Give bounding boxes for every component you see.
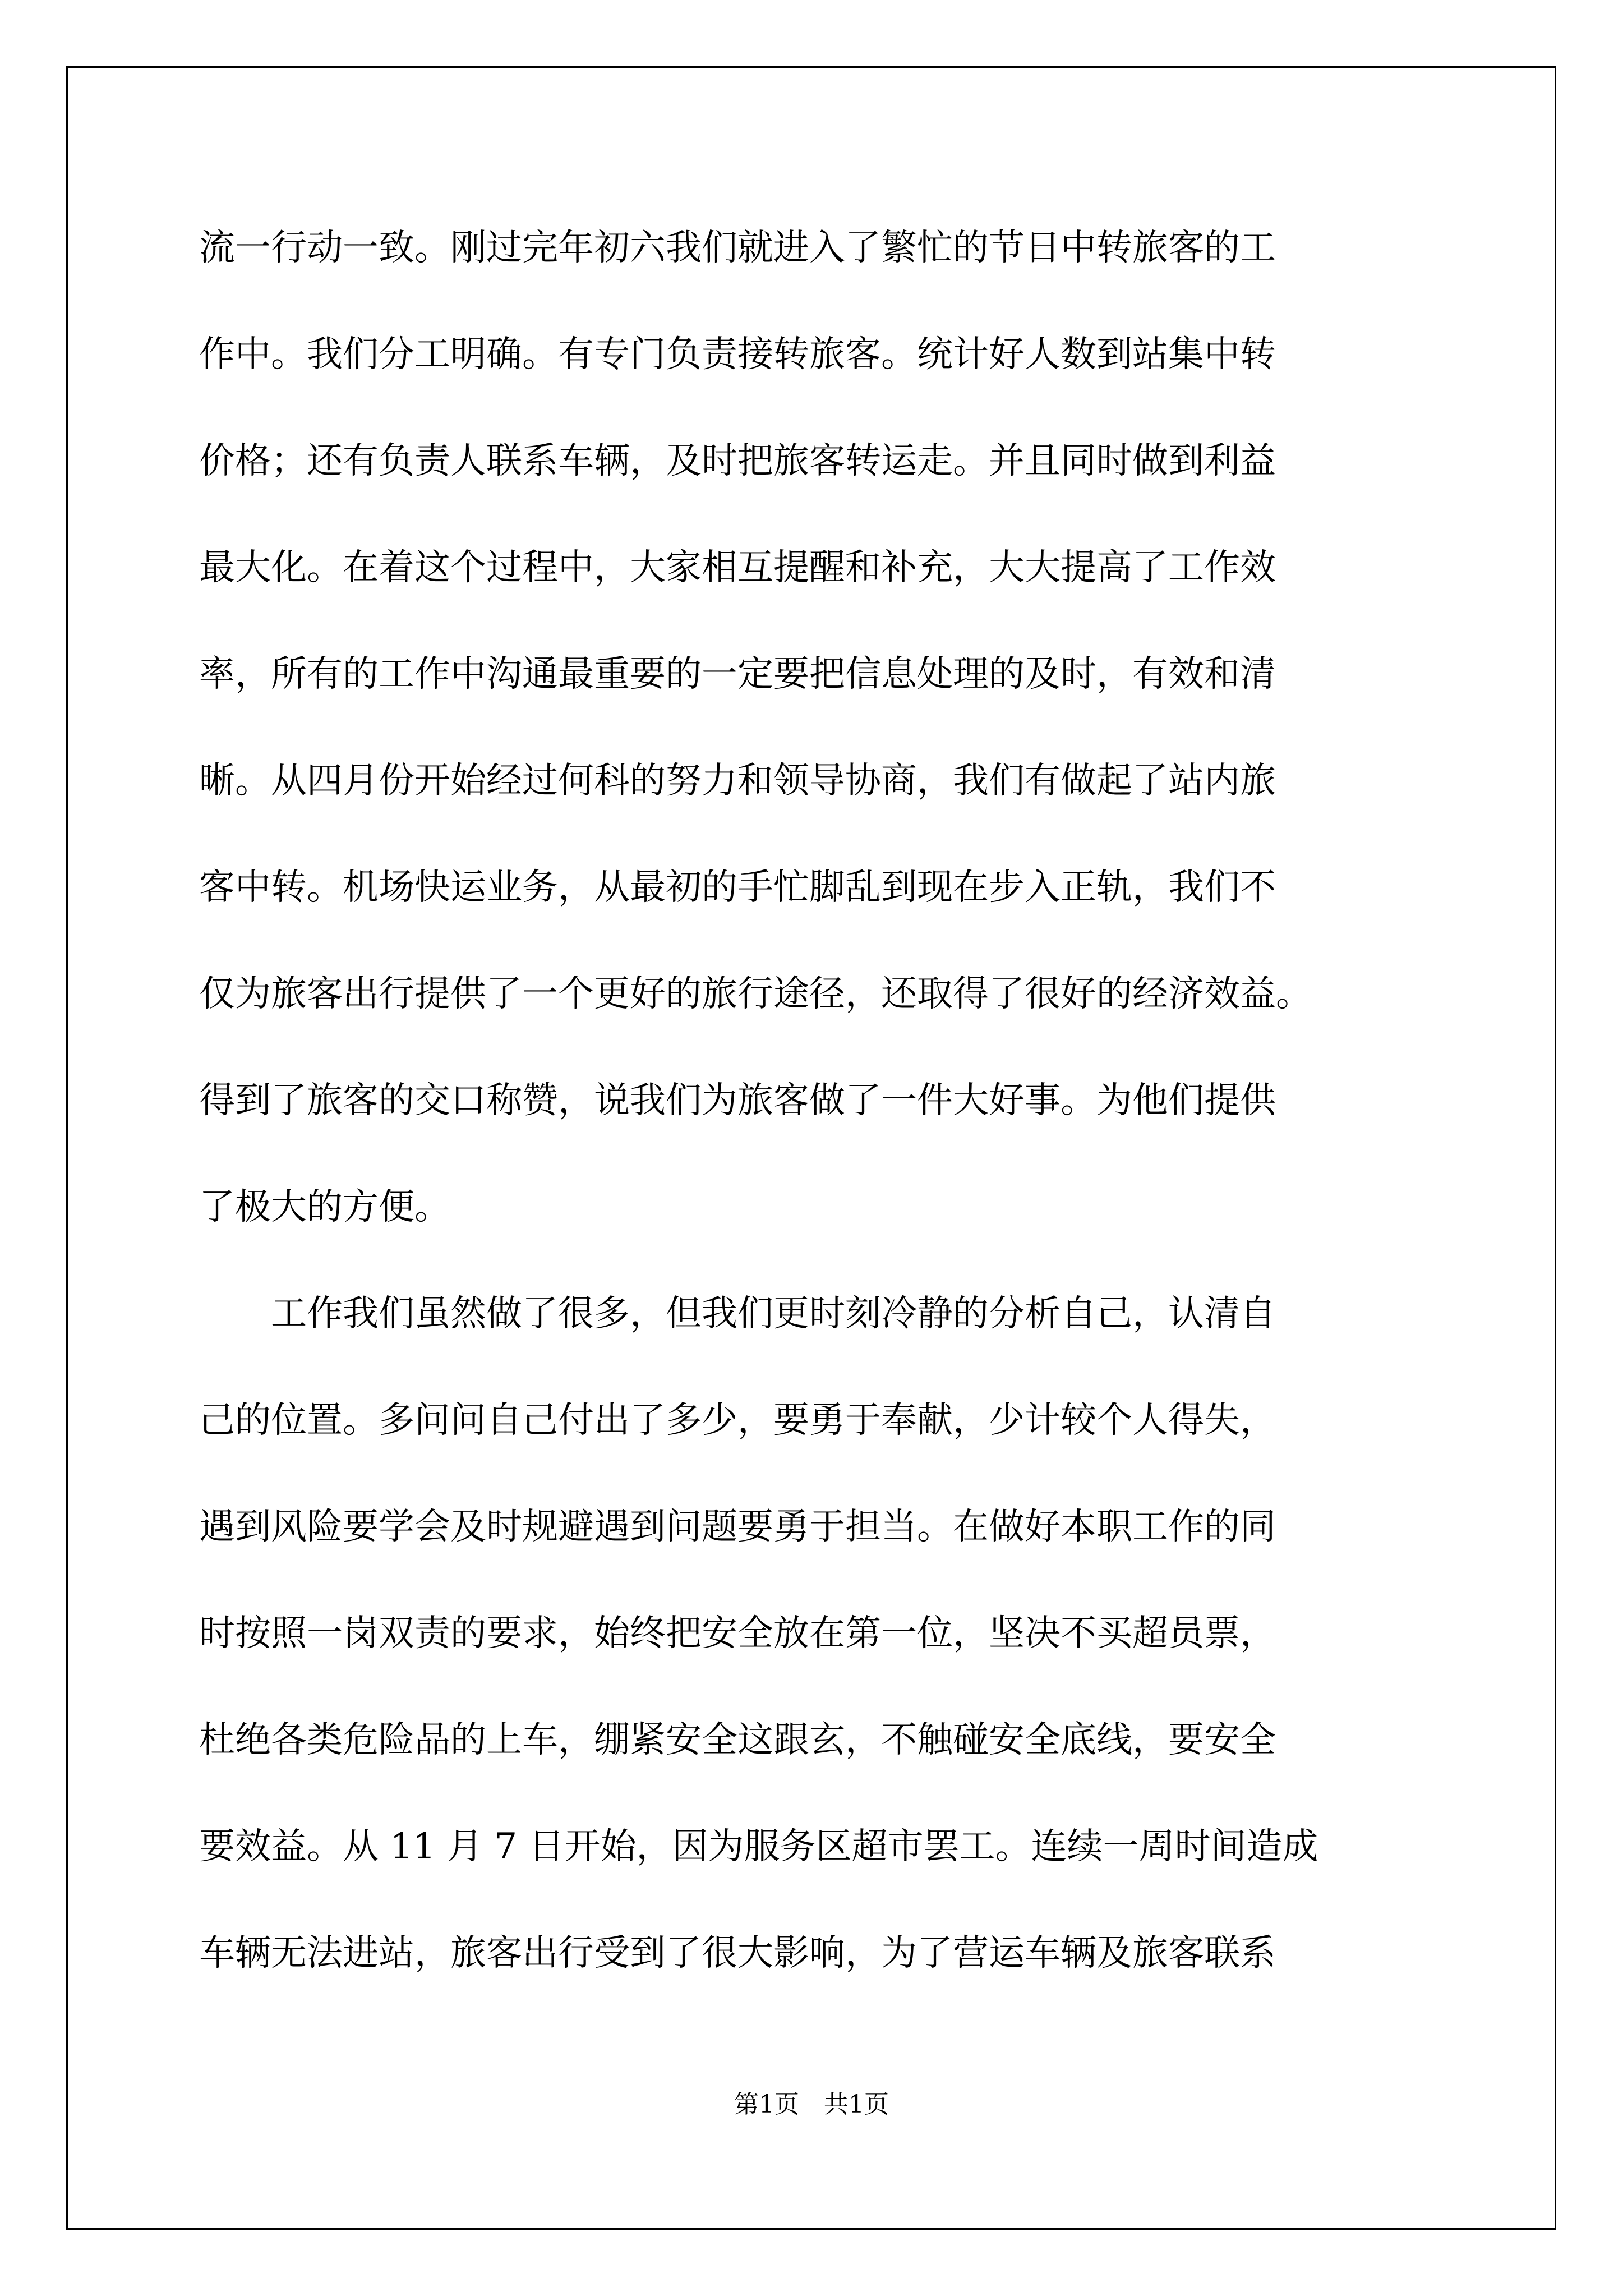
text-line: 作中。我们分工明确。有专门负责接转旅客。统计好人数到站集中转 <box>199 334 1276 375</box>
text-line: 时按照一岗双责的要求，始终把安全放在第一位，坚决不买超员票， <box>199 1613 1276 1654</box>
text-line: 车辆无法进站，旅客出行受到了很大影响，为了营运车辆及旅客联系 <box>199 1932 1276 1974</box>
text-line: 率，所有的工作中沟通最重要的一定要把信息处理的及时，有效和清 <box>199 654 1276 695</box>
document-body <box>199 219 1450 2031</box>
text-line: 杜绝各类危险品的上车，绷紧安全这跟玄，不触碰安全底线，要安全 <box>199 1719 1276 1761</box>
text-line: 价格；还有负责人联系车辆，及时把旅客转运走。并且同时做到利益 <box>199 440 1276 482</box>
text-line: 己的位置。多问问自己付出了多少，要勇于奉献，少计较个人得失， <box>199 1400 1276 1441</box>
text-line: 得到了旅客的交口称赞，说我们为旅客做了一件大好事。为他们提供 <box>199 1080 1276 1121</box>
text-line: 遇到风险要学会及时规避遇到问题要勇于担当。在做好本职工作的同 <box>199 1506 1276 1548</box>
text-line: 最大化。在着这个过程中，大家相互提醒和补充，大大提高了工作效 <box>199 547 1276 588</box>
text-line: 要效益。从 11 月 7 日开始，因为服务区超市罢工。连续一周时间造成 <box>199 1826 1318 1867</box>
text-line: 仅为旅客出行提供了一个更好的旅行途径，还取得了很好的经济效益。 <box>199 973 1312 1015</box>
text-line: 流一行动一致。刚过完年初六我们就进入了繁忙的节日中转旅客的工 <box>199 227 1276 269</box>
text-line: 了极大的方便。 <box>199 1186 450 1228</box>
text-line: 客中转。机场快运业务，从最初的手忙脚乱到现在步入正轨，我们不 <box>199 867 1276 908</box>
text-line: 晰。从四月份开始经过何科的努力和领导协商，我们有做起了站内旅 <box>199 760 1276 802</box>
text-line: 工作我们虽然做了很多，但我们更时刻冷静的分析自己，认清自 <box>199 1293 1276 1335</box>
page-footer: 第1页 共1页 <box>734 2090 889 2119</box>
